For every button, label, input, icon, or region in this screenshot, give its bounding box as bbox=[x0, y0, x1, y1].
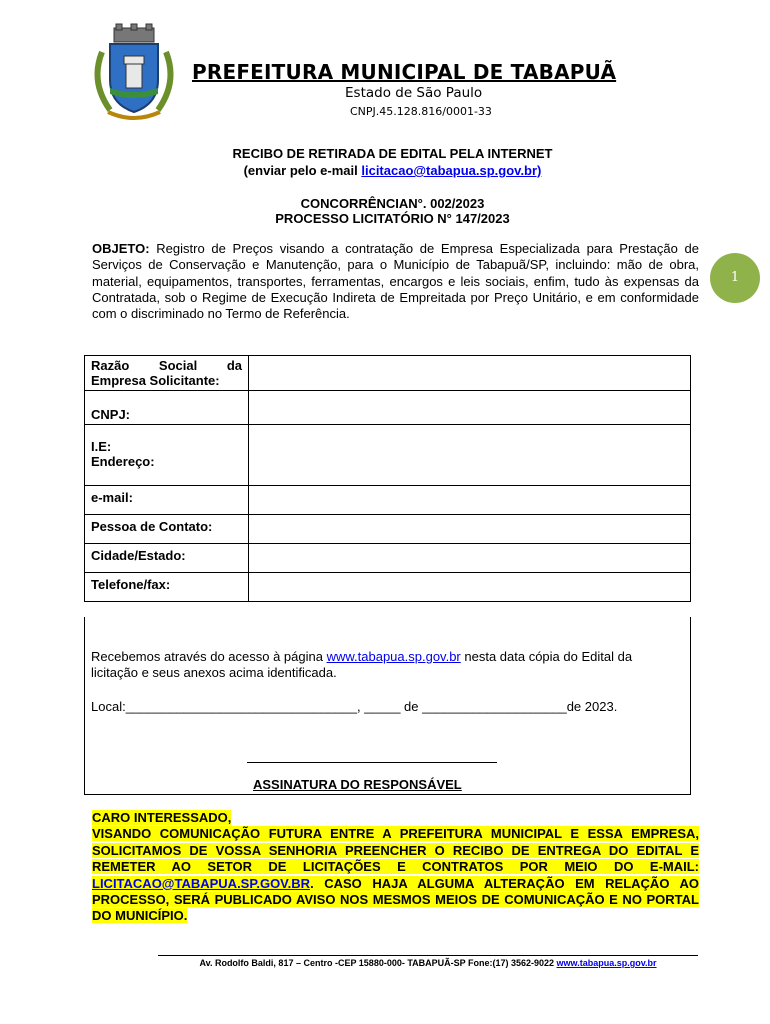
telefone-field[interactable] bbox=[249, 573, 691, 602]
confirmation-prefix: Recebemos através do acesso à página bbox=[91, 649, 327, 664]
signature-line bbox=[247, 762, 497, 763]
receipt-subtitle-prefix: (enviar pelo e-mail bbox=[243, 163, 362, 178]
footer-address bbox=[158, 958, 698, 968]
cidade-label: Cidade/Estado: bbox=[85, 544, 249, 573]
email-link[interactable]: licitacao@tabapua.sp.gov.br) bbox=[361, 163, 542, 178]
email-field[interactable] bbox=[249, 486, 691, 515]
company-info-table bbox=[84, 355, 691, 602]
page-number-badge: 1 bbox=[710, 253, 760, 303]
notice-email-link[interactable]: LICITACAO@TABAPUA.SP.GOV.BR bbox=[92, 875, 311, 891]
objeto-paragraph bbox=[92, 241, 699, 322]
local-date-line: Local:________________________________, _____ de ____________________de 2023. bbox=[91, 699, 618, 714]
email-label: e-mail: bbox=[85, 486, 249, 515]
endereco-label: Endereço: bbox=[91, 454, 155, 469]
processo-number: PROCESSO LICITATÓRIO N° 147/2023 bbox=[275, 211, 510, 226]
cnpj-field[interactable] bbox=[249, 391, 691, 425]
page-title: PREFEITURA MUNICIPAL DE TABAPUÃ bbox=[192, 60, 617, 84]
ie-label: I.E: bbox=[91, 439, 112, 454]
ie-endereco-field[interactable] bbox=[249, 425, 691, 486]
receipt-title: RECIBO DE RETIRADA DE EDITAL PELA INTERNET bbox=[232, 146, 553, 161]
razao-social-field[interactable] bbox=[249, 356, 691, 391]
ie-endereco-label bbox=[85, 425, 249, 486]
confirmation-box bbox=[84, 617, 691, 795]
razao-word-2: Social bbox=[158, 358, 198, 373]
razao-word-1: Razão bbox=[91, 358, 130, 373]
municipal-crest-icon bbox=[88, 22, 180, 122]
notice-body: VISANDO COMUNICAÇÃO FUTURA ENTRE A PREFEITURA MUNICIPAL E ESSA EMPRESA, SOLICITAMOS DE VOSSA SENHORIA PREENCHER O RECIBO DE ENTREGA DO EDITAL E REMETER AO SETOR DE LICITAÇÕES E CONTRATOS POR MEIO DO E-MAIL: bbox=[92, 826, 699, 875]
razao-word-4: Empresa Solicitante: bbox=[91, 373, 220, 388]
cnpj-number: CNPJ.45.128.816/0001-33 bbox=[350, 105, 492, 118]
contato-field[interactable] bbox=[249, 515, 691, 544]
confirmation-suffix: nesta data cópia do Edital da licitação e seus anexos acima identificada. bbox=[91, 649, 633, 680]
telefone-label: Telefone/fax: bbox=[85, 573, 249, 602]
cidade-field[interactable] bbox=[249, 544, 691, 573]
notice-greeting: CARO INTERESSADO, bbox=[92, 810, 232, 825]
receipt-subtitle bbox=[60, 163, 725, 178]
objeto-text: Registro de Preços visando a contratação de Empresa Especializada para Prestação de Serviços de Conservação e Manutenção, para o Município de Tabapuã/SP, incluindo: mão de obra, material, equipamentos, transportes, ferramentas, encargos e leis sociais, enfim, tudo às expensas da Contratada, sob o Regime de Execução Indireta de Empreitada por Preço Unitário, e em conformidade com o discriminado no Termo de Referência. bbox=[92, 241, 699, 322]
razao-social-label bbox=[85, 356, 249, 391]
notice-body-end: . CASO HAJA ALGUMA ALTERAÇÃO EM RELAÇÃO AO PROCESSO, SERÁ PUBLICADO AVISO NOS MESMOS MEIOS DE COMUNICAÇÃO E NO PORTAL DO MUNICÍPIO. bbox=[92, 875, 699, 924]
razao-word-3: da bbox=[226, 358, 242, 373]
footer-address-text: Av. Rodolfo Baldi, 817 – Centro -CEP 15880-000- TABAPUÃ-SP Fone:(17) 3562-9022 bbox=[199, 958, 557, 968]
footer-divider bbox=[158, 955, 698, 956]
website-link[interactable]: www.tabapua.sp.gov.br bbox=[326, 649, 461, 664]
confirmation-text bbox=[91, 649, 663, 681]
cnpj-label: CNPJ: bbox=[85, 391, 249, 425]
state-subtitle: Estado de São Paulo bbox=[345, 85, 483, 101]
footer-website-link[interactable]: www.tabapua.sp.gov.br bbox=[556, 958, 657, 968]
notice-paragraph bbox=[92, 810, 699, 925]
contato-label: Pessoa de Contato: bbox=[85, 515, 249, 544]
objeto-label: OBJETO: bbox=[92, 241, 150, 256]
concorrencia-number: CONCORRÊNCIAN°. 002/2023 bbox=[300, 196, 485, 211]
signature-label: ASSINATURA DO RESPONSÁVEL bbox=[253, 777, 462, 792]
